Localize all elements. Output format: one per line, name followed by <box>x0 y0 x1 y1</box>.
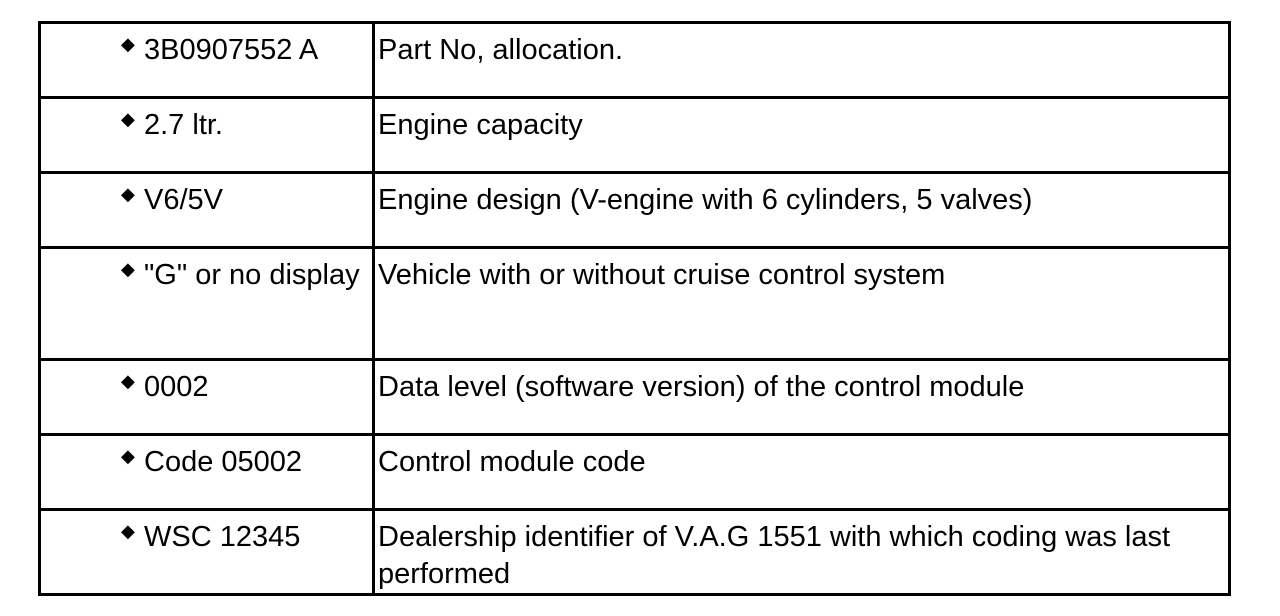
description-cell <box>374 510 1230 595</box>
code-cell <box>40 173 374 248</box>
row-description: Engine design (V-engine with 6 cylinders, 5 valves) <box>378 184 1033 216</box>
row-code: WSC 12345 <box>144 521 301 553</box>
row-code: Code 05002 <box>144 446 303 478</box>
description-cell <box>374 173 1230 248</box>
row-description: Vehicle with or without cruise control system <box>378 259 946 291</box>
row-description: Control module code <box>378 446 646 478</box>
row-description: Part No, allocation. <box>378 34 624 66</box>
table-row <box>40 510 1230 595</box>
row-description: Dealership identifier of V.A.G 1551 with which coding was last performed <box>378 521 1171 590</box>
table-row <box>40 173 1230 248</box>
code-cell <box>40 360 374 435</box>
row-code: 0002 <box>144 371 209 403</box>
row-code: "G" or no display <box>144 259 360 291</box>
code-cell <box>40 248 374 360</box>
diamond-bullet-icon: ◆ <box>121 109 135 129</box>
code-cell <box>40 435 374 510</box>
code-cell <box>40 23 374 98</box>
row-description: Data level (software version) of the control module <box>378 371 1025 403</box>
table-row <box>40 23 1230 98</box>
diamond-bullet-icon: ◆ <box>121 34 135 54</box>
table-row <box>40 248 1230 360</box>
row-code: 3B0907552 A <box>144 34 319 66</box>
diamond-bullet-icon: ◆ <box>121 184 135 204</box>
description-cell <box>374 435 1230 510</box>
description-cell <box>374 23 1230 98</box>
table-row <box>40 435 1230 510</box>
table-row <box>40 360 1230 435</box>
diamond-bullet-icon: ◆ <box>121 521 135 541</box>
diamond-bullet-icon: ◆ <box>121 259 135 279</box>
code-cell <box>40 510 374 595</box>
diamond-bullet-icon: ◆ <box>121 446 135 466</box>
row-code: 2.7 ltr. <box>144 109 223 141</box>
code-cell <box>40 98 374 173</box>
description-cell <box>374 360 1230 435</box>
table-row <box>40 98 1230 173</box>
diamond-bullet-icon: ◆ <box>121 371 135 391</box>
row-code: V6/5V <box>144 184 223 216</box>
description-cell <box>374 248 1230 360</box>
description-cell <box>374 98 1230 173</box>
coding-spec-table <box>38 21 1231 596</box>
row-description: Engine capacity <box>378 109 583 141</box>
